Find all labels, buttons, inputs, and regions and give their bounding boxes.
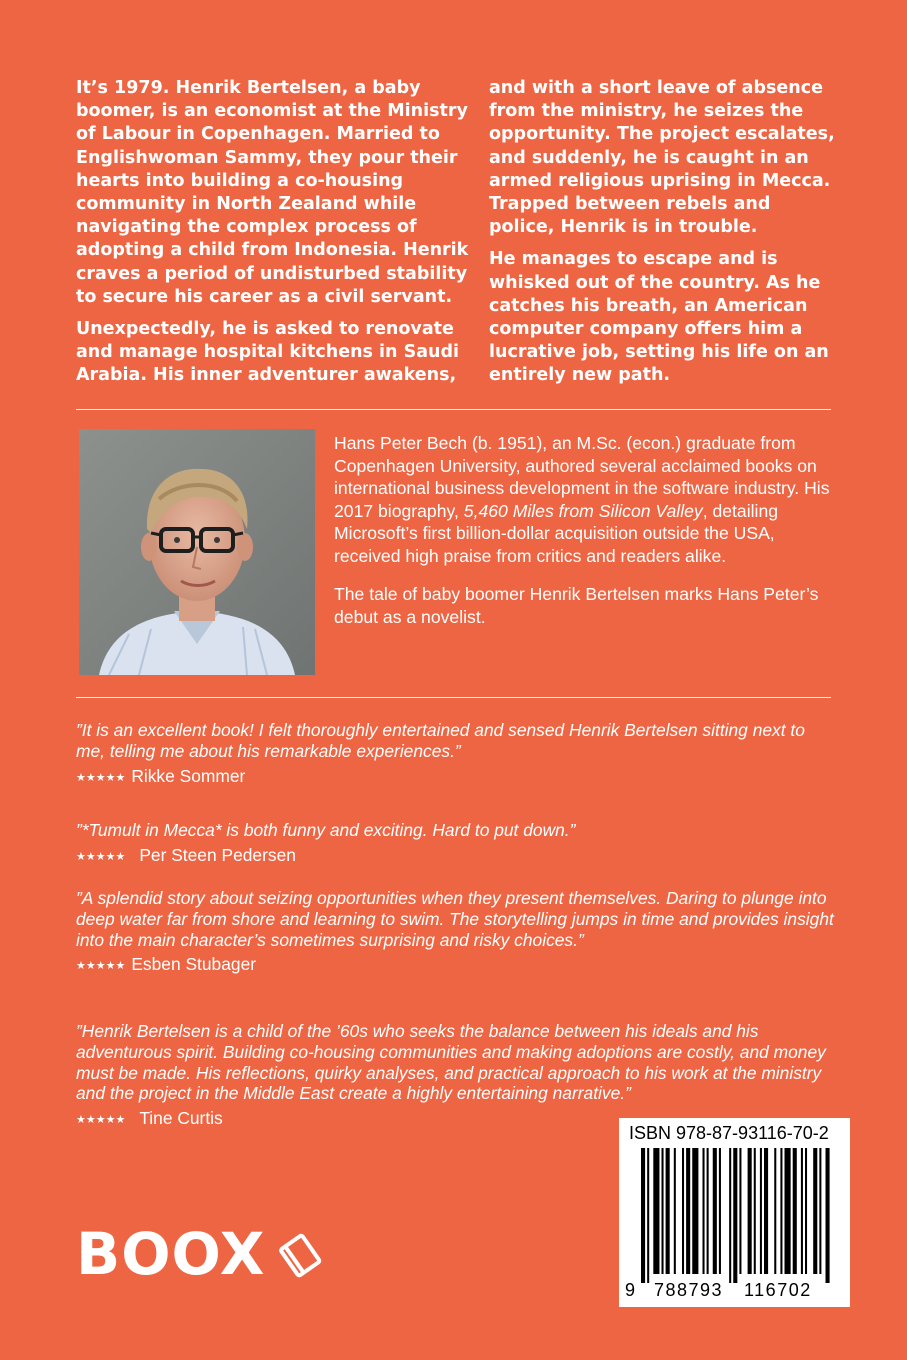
barcode-bar [826,1148,830,1283]
book-icon [271,1225,331,1285]
author-bio-text: , detailing Microsoft’s first billion-dollar acquisition outside the USA, received high praise from critics and readers alike. [334,500,779,566]
review-quote: ”*Tumult in Mecca* is both funny and exciting. Hard to put down.” [76,820,576,840]
author-bio [334,432,834,644]
book-title: 5,460 Miles from Silicon Valley [463,500,703,521]
barcode-bar [774,1148,776,1274]
review-quote: ”Henrik Bertelsen is a child of the ’60s who seeks the balance between his ideals and his adventurous spirit. Building co-housing communities and making adoptions are costly, and money must be made. His reflections, quirky analyses, and practical approach to his work at the ministry and the project in the Middle East create a highly entertaining narrative.” [76,1021,826,1104]
star-rating: ★★★★★ [76,771,126,784]
barcode-bar [713,1148,717,1274]
barcode-bar [692,1148,698,1274]
star-rating: ★★★★★ [76,850,126,863]
barcode-bar [760,1148,762,1274]
barcode-bar [703,1148,705,1274]
synopsis-paragraph: Unexpectedly, he is asked to renovate and manage hospital kitchens in Saudi Arabia. His inner adventurer awakens, [76,319,459,386]
barcode-bar [647,1148,649,1283]
barcode-bar [813,1148,817,1274]
barcode-bar [819,1148,821,1274]
review [76,888,836,977]
isbn-barcode [619,1118,850,1307]
barcode-bar [686,1148,690,1274]
barcode-bar [662,1148,664,1274]
reviewer-name: Esben Stubager [131,954,257,975]
barcode-bar [682,1148,684,1274]
barcode-bar [739,1148,741,1274]
review-byline [76,953,836,977]
publisher-logo [76,1222,331,1286]
synopsis-paragraph: and with a short leave of absence from the ministry, he seizes the opportunity. The project escalates, and suddenly, he is caught in an armed religious uprising in Mecca. Trapped between rebels and police, Henrik is in trouble. [489,78,835,238]
barcode-bar [793,1148,797,1274]
barcode-bars [619,1148,850,1283]
barcode-bar [733,1148,737,1283]
synopsis-left-column [76,77,470,397]
barcode-bar [805,1148,807,1274]
star-rating: ★★★★★ [76,1114,126,1127]
star-rating: ★★★★★ [76,960,126,973]
barcode-bar [785,1148,791,1274]
barcode-bar [641,1148,645,1283]
barcode-bar [729,1148,731,1283]
barcode-bar [748,1148,752,1274]
review-byline [76,844,836,868]
review [76,820,836,868]
reviewer-name: Tine Curtis [139,1108,223,1129]
barcode-bar [666,1148,670,1274]
review-byline [76,1107,621,1131]
reviewer-name: Per Steen Pedersen [139,844,296,865]
barcode-bar [754,1148,756,1274]
divider [76,697,831,698]
review-byline [76,765,836,789]
author-portrait-image [79,429,315,675]
synopsis-right-column [489,77,837,397]
author-bio-paragraph [334,432,834,567]
publisher-wordmark: BOOX [76,1220,266,1288]
synopsis-paragraph: He manages to escape and is whisked out of the country. As he catches his breath, an American computer company offers him a lucrative job, setting his life on an entirely new path. [489,249,829,386]
barcode-digits-right: 116702 [744,1280,812,1300]
barcode-bar [653,1148,659,1274]
author-bio-text: Hans Peter Bech (b. 1951), an M.Sc. (econ.) graduate from Copenhagen University, authored several acclaimed books on international business development in the software industry. His 2017 biography, [334,433,830,521]
review [76,720,836,789]
barcode-bar [674,1148,676,1274]
barcode-bar [764,1148,768,1274]
barcode-digits-left: 788793 [654,1280,724,1300]
divider [76,409,831,410]
reviewer-name: Rikke Sommer [131,765,246,786]
review [76,1021,826,1131]
barcode-bar [780,1148,782,1274]
author-debut-note: The tale of baby boomer Henrik Bertelsen marks Hans Peter’s debut as a novelist. [334,584,819,627]
author-photo [79,429,315,675]
barcode-digit-first: 9 [625,1280,636,1300]
barcode-digits [619,1278,850,1304]
isbn-label: ISBN 978-87-93116-70-2 [629,1123,829,1143]
review-quote: ”It is an excellent book! I felt thoroughly entertained and sensed Henrik Bertelsen sitting next to me, telling me about his remarkable experiences.” [76,720,805,761]
synopsis-paragraph: It’s 1979. Henrik Bertelsen, a baby boomer, is an economist at the Ministry of Labour in Copenhagen. Married to Englishwoman Sammy, they pour their hearts into building a co-housing community in North Zealand while navigating the complex process of adopting a child from Indonesia. Henrik craves a period of undisturbed stability to secure his career as a civil servant. [76,78,469,307]
barcode-bar [719,1148,721,1274]
review-quote: ”A splendid story about seizing opportunities when they present themselves. Daring to plunge into deep water far from shore and learning to swim. The storytelling jumps in time and provides insight into the main character’s sometimes surprising and risky choices.” [76,888,834,950]
barcode-bar [801,1148,803,1274]
barcode-bar [707,1148,709,1274]
